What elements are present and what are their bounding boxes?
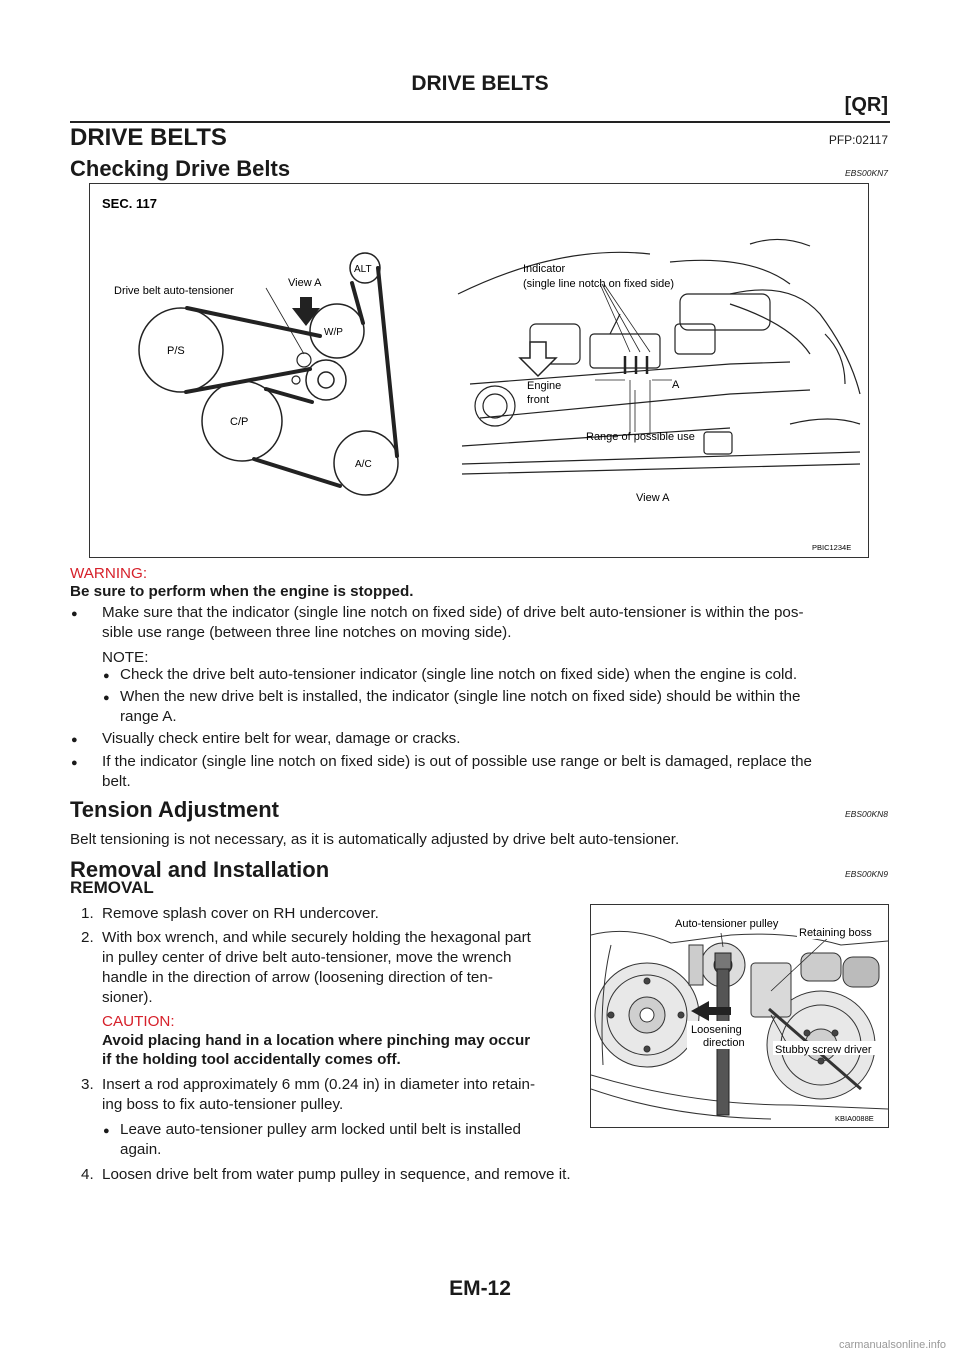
- step-2-line-3: handle in the direction of arrow (loosening direction of ten-: [102, 969, 493, 986]
- indicator-label: Indicator: [523, 263, 566, 275]
- sec-label: SEC. 117: [102, 196, 157, 211]
- step-2-number: 2.: [81, 929, 94, 946]
- step-2-line-1: With box wrench, and while securely holding the hexagonal part: [102, 929, 531, 946]
- section-title: DRIVE BELTS: [70, 124, 227, 151]
- tension-code: EBS00KN8: [845, 809, 888, 819]
- tensioner-photo-illustration: [591, 905, 888, 1127]
- range-a-label: A: [672, 379, 680, 391]
- loosening-label: Loosening: [691, 1024, 742, 1036]
- warning-text: Be sure to perform when the engine is stopped.: [70, 583, 414, 600]
- running-header-title: DRIVE BELTS: [411, 72, 549, 95]
- checking-code: EBS00KN7: [845, 168, 888, 178]
- tension-heading: Tension Adjustment: [70, 797, 279, 822]
- auto-tensioner-pulley-label: Auto-tensioner pulley: [675, 918, 779, 930]
- note-2-line-2: range A.: [120, 708, 177, 725]
- warning-label: WARNING:: [70, 565, 148, 582]
- range-label: Range of possible use: [586, 431, 695, 443]
- tension-text: Belt tensioning is not necessary, as it is automatically adjusted by drive belt auto-tensioner.: [70, 831, 680, 848]
- wp-label: W/P: [324, 327, 343, 338]
- step-3-bullet-line-1: Leave auto-tensioner pulley arm locked until belt is installed: [120, 1121, 522, 1138]
- bullet-marker: ●: [71, 734, 78, 746]
- tensioner-pulley: [306, 360, 346, 400]
- bullet-marker: ●: [103, 1125, 110, 1137]
- removal-code: EBS00KN9: [845, 869, 888, 879]
- bullet-1-line-1: Make sure that the indicator (single line notch on fixed side) of drive belt auto-tensioner is within the pos-: [102, 604, 804, 621]
- page-number: EM-12: [449, 1277, 511, 1300]
- note-2-line-1: When the new drive belt is installed, the indicator (single line notch on fixed side) should be within the: [120, 688, 801, 705]
- front-label: front: [527, 394, 550, 406]
- step-3-number: 3.: [81, 1076, 94, 1093]
- tensioner-photo-figure: [590, 904, 889, 1128]
- checking-heading: Checking Drive Belts: [70, 156, 291, 181]
- caution-line-2: if the holding tool accidentally comes off.: [102, 1051, 401, 1068]
- removal-subheading: REMOVAL: [70, 878, 154, 897]
- step-4-text: Loosen drive belt from water pump pulley in sequence, and remove it.: [102, 1166, 571, 1183]
- step-3-line-2: ing boss to fix auto-tensioner pulley.: [102, 1096, 344, 1113]
- step-3-bullet-line-2: again.: [120, 1141, 162, 1158]
- indicator-sublabel: (single line notch on fixed side): [523, 278, 675, 290]
- caution-label: CAUTION:: [102, 1013, 175, 1030]
- step-2-line-2: in pulley center of drive belt auto-tensioner, move the wrench: [102, 949, 512, 966]
- stubby-screwdriver-label: Stubby screw driver: [775, 1044, 872, 1056]
- drive-belt-figure: [89, 183, 869, 558]
- pfp-code: PFP:02117: [828, 133, 888, 147]
- caution-line-1: Avoid placing hand in a location where pinching may occur: [102, 1032, 531, 1049]
- engine-front-arrow: [520, 342, 556, 376]
- bullet-marker: ●: [103, 670, 110, 682]
- note-1: Check the drive belt auto-tensioner indicator (single line notch on fixed side) when the engine is cold.: [120, 666, 798, 683]
- bullet-marker: ●: [103, 692, 110, 704]
- figure-code: PBIC1234E: [812, 543, 852, 552]
- ps-label: P/S: [167, 345, 185, 357]
- drive-belt-diagram: [90, 184, 868, 557]
- view-a-caption: View A: [636, 492, 670, 504]
- step-3-line-1: Insert a rod approximately 6 mm (0.24 in) in diameter into retain-: [102, 1076, 536, 1093]
- view-a-label: View A: [288, 277, 322, 289]
- removal-heading: Removal and Installation: [70, 857, 330, 882]
- engine-label: Engine: [527, 380, 562, 392]
- bullet-3-line-1: If the indicator (single line notch on fixed side) is out of possible use range or belt is damaged, replace the: [102, 753, 813, 770]
- ac-label: A/C: [355, 459, 372, 470]
- step-1-text: Remove splash cover on RH undercover.: [102, 905, 379, 922]
- cp-label: C/P: [230, 416, 249, 428]
- bullet-3-line-2: belt.: [102, 773, 131, 790]
- figure-code: KBIA0088E: [835, 1114, 874, 1123]
- step-2-line-4: sioner).: [102, 989, 153, 1006]
- direction-label: direction: [703, 1037, 745, 1049]
- bullet-marker: ●: [71, 608, 78, 620]
- engine-tag: [QR]: [844, 94, 888, 116]
- bullet-1-line-2: sible use range (between three line notches on moving side).: [102, 624, 512, 641]
- tensioner-label: Drive belt auto-tensioner: [114, 285, 234, 297]
- alt-label: ALT: [354, 264, 372, 275]
- step-1-number: 1.: [81, 905, 94, 922]
- bullet-2: Visually check entire belt for wear, damage or cracks.: [102, 730, 461, 747]
- bullet-marker: ●: [71, 757, 78, 769]
- step-4-number: 4.: [81, 1166, 94, 1183]
- header-rule: [70, 121, 890, 123]
- note-label: NOTE:: [102, 649, 149, 666]
- watermark: carmanualsonline.info: [838, 1339, 946, 1351]
- retaining-boss-label: Retaining boss: [799, 927, 872, 939]
